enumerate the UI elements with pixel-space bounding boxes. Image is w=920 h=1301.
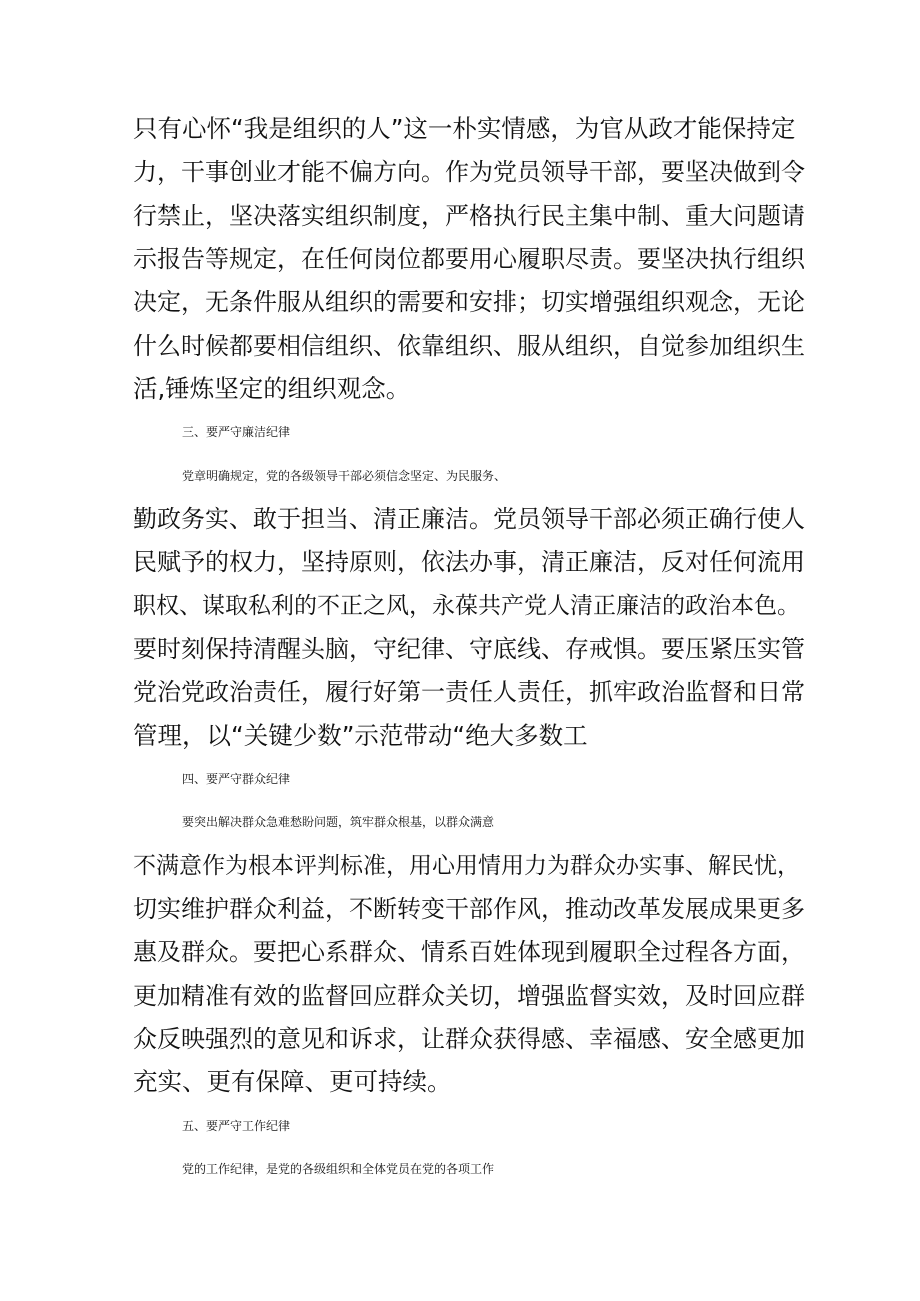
paragraph-line: 什么时候都要相信组织、依靠组织、服从组织，自觉参加组织生: [133, 332, 805, 360]
paragraph-line: 要时刻保持清醒头脑，守纪律、守底线、存戒惧。要压紧压实管: [133, 635, 805, 663]
paragraph-line: 只有心怀“我是组织的人”这一朴实情感，为官从政才能保持定: [133, 114, 796, 143]
paragraph-line: 行禁止，坚决落实组织制度，严格执行民主集中制、重大问题请: [133, 202, 805, 230]
paragraph-line: 示报告等规定，在任何岗位都要用心履职尽责。要坚决执行组织: [133, 245, 805, 273]
paragraph-line: 力，干事创业才能不偏方向。作为党员领导干部，要坚决做到令: [133, 158, 805, 186]
paragraph-line: 党章明确规定，党的各级领导干部必须信念坚定、为民服务、: [182, 469, 507, 483]
paragraph-line: 活,锤炼坚定的组织观念。: [133, 374, 411, 403]
paragraph-line: 充实、更有保障、更可持续。: [133, 1067, 452, 1096]
paragraph-line: 众反映强烈的意见和诉求，让群众获得感、幸福感、安全感更加: [133, 1025, 805, 1053]
section-heading-4: 四、要严守群众纪律: [182, 772, 291, 786]
paragraph-line: 不满意作为根本评判标准，用心用情用力为群众办实事、解民忧，: [133, 853, 800, 879]
paragraph-line: 更加精准有效的监督回应群众关切，增强监督实效，及时回应群: [133, 982, 805, 1010]
paragraph-line: 决定，无条件服从组织的需要和安排；切实增强组织观念，无论: [133, 288, 805, 316]
paragraph-line: 惠及群众。要把心系群众、情系百姓体现到履职全过程各方面，: [133, 938, 805, 966]
section-heading-3: 三、要严守廉洁纪律: [182, 425, 291, 439]
paragraph-line: 民赋予的权力，坚持原则，依法办事，清正廉洁，反对任何流用: [133, 548, 805, 576]
paragraph-line: 党治党政治责任，履行好第一责任人责任，抓牢政治监督和日常: [133, 678, 805, 706]
paragraph-line: 勤政务实、敢于担当、清正廉洁。党员领导干部必须正确行使人: [133, 505, 805, 533]
paragraph-line: 要突出解决群众急难愁盼问题，筑牢群众根基，以群众满意: [182, 815, 495, 829]
section-heading-5: 五、要严守工作纪律: [182, 1119, 291, 1133]
paragraph-line: 管理，以“关键少数”示范带动“绝大多数工: [133, 721, 588, 750]
paragraph-line: 切实维护群众利益，不断转变干部作风，推动改革发展成果更多: [133, 895, 805, 923]
paragraph-line: 党的工作纪律，是党的各级组织和全体党员在党的各项工作: [182, 1162, 495, 1176]
paragraph-line: 职权、谋取私利的不正之风，永葆共产党人清正廉洁的政治本色。: [133, 593, 800, 619]
